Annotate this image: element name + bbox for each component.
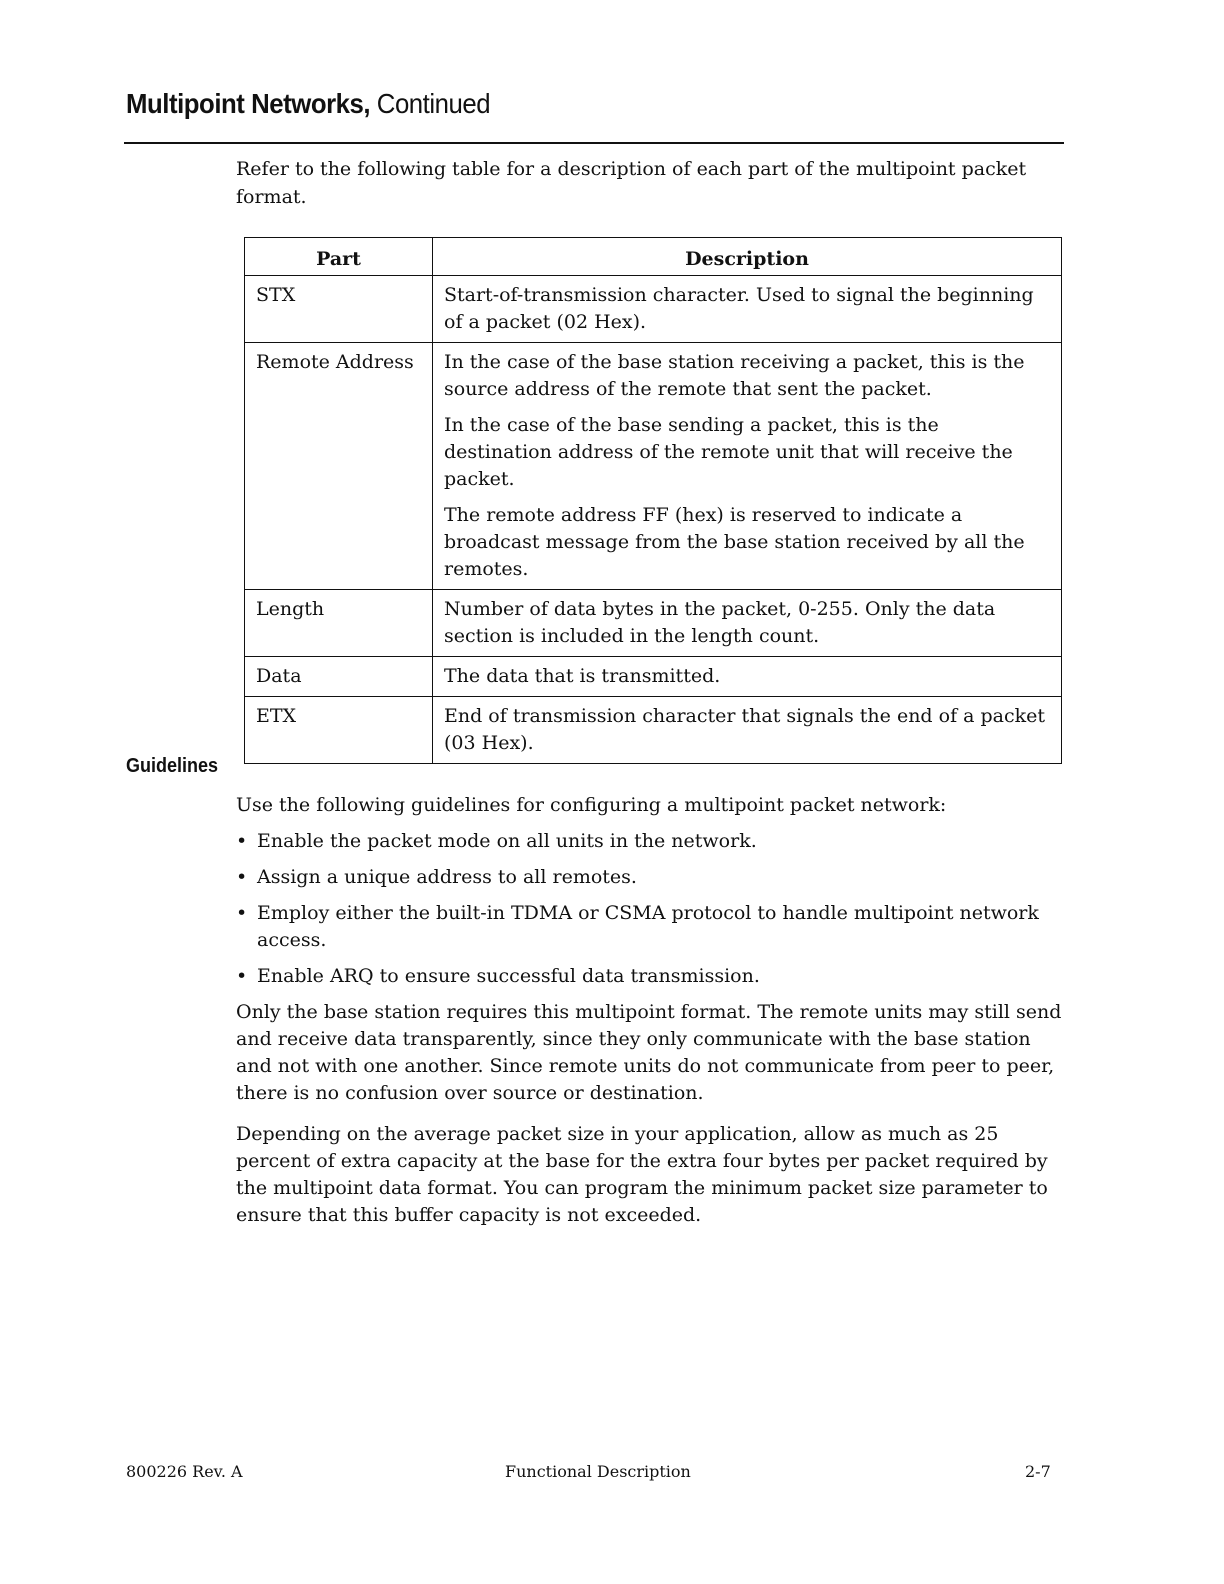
description-text: The remote address FF (hex) is reserved to indicate a broadcast message from the base station received by all the remotes. bbox=[444, 504, 1025, 580]
list-item-text: Employ either the built-in TDMA or CSMA protocol to handle multipoint network access. bbox=[257, 902, 1039, 951]
description-text: In the case of the base sending a packet, this is the destination address of the remote unit that will receive the packet. bbox=[444, 414, 1013, 490]
list-item bbox=[236, 900, 1066, 954]
part-cell: Length bbox=[245, 590, 433, 657]
part-cell: ETX bbox=[245, 697, 433, 764]
table-row bbox=[245, 657, 1062, 697]
page-heading-main: Multipoint Networks, bbox=[126, 88, 371, 119]
bullet-icon: • bbox=[236, 965, 248, 987]
description-cell bbox=[433, 590, 1062, 657]
guidelines-heading: Guidelines bbox=[126, 755, 219, 777]
column-header-description: Description bbox=[433, 238, 1062, 276]
description-text: The data that is transmitted. bbox=[444, 665, 721, 687]
part-cell: STX bbox=[245, 276, 433, 343]
packet-format-table bbox=[244, 237, 1062, 764]
heading-rule bbox=[124, 142, 1064, 144]
table-row bbox=[245, 697, 1062, 764]
description-text: Start-of-transmission character. Used to signal the beginning of a packet (02 Hex). bbox=[444, 284, 1034, 333]
bullet-icon: • bbox=[236, 866, 248, 888]
intro-paragraph: Refer to the following table for a description of each part of the multipoint packet format. bbox=[236, 158, 1027, 208]
page-heading bbox=[126, 88, 490, 120]
description-cell bbox=[433, 657, 1062, 697]
table-row bbox=[245, 590, 1062, 657]
part-cell: Data bbox=[245, 657, 433, 697]
guidelines-list bbox=[236, 828, 1066, 990]
list-item bbox=[236, 864, 1066, 891]
list-item-text: Assign a unique address to all remotes. bbox=[257, 866, 637, 888]
list-item-text: Enable the packet mode on all units in the network. bbox=[257, 830, 757, 852]
table-row bbox=[245, 276, 1062, 343]
footer-section-title: Functional Description bbox=[505, 1462, 691, 1481]
list-item-text: Enable ARQ to ensure successful data transmission. bbox=[257, 965, 760, 987]
page-heading-continued: Continued bbox=[370, 88, 491, 119]
bullet-icon: • bbox=[236, 830, 248, 852]
footer-document-number: 800226 Rev. A bbox=[126, 1462, 243, 1481]
footer-page-number: 2-7 bbox=[1025, 1462, 1051, 1481]
description-text: In the case of the base station receiving a packet, this is the source address of the remote that sent the packet. bbox=[444, 351, 1025, 400]
list-item bbox=[236, 828, 1066, 855]
description-text: End of transmission character that signals the end of a packet (03 Hex). bbox=[444, 705, 1046, 754]
description-cell bbox=[433, 343, 1062, 590]
body-paragraph: Only the base station requires this multipoint format. The remote units may still send and receive data transparently, since they only communicate with the base station and not with one another. Since remote units do not communicate from peer to peer, there is no confusion over source or destination. bbox=[236, 1001, 1062, 1104]
body-paragraph: Depending on the average packet size in your application, allow as much as 25 percent of extra capacity at the base for the extra four bytes per packet required by the multipoint data format. You can program the minimum packet size parameter to ensure that this buffer capacity is not exceeded. bbox=[236, 1123, 1048, 1226]
part-cell: Remote Address bbox=[245, 343, 433, 590]
list-item bbox=[236, 963, 1066, 990]
bullet-icon: • bbox=[236, 902, 248, 924]
table-row bbox=[245, 343, 1062, 590]
table-header-row bbox=[245, 238, 1062, 276]
description-text: Number of data bytes in the packet, 0-255. Only the data section is included in the length count. bbox=[444, 598, 996, 647]
guidelines-lead: Use the following guidelines for configuring a multipoint packet network: bbox=[236, 794, 947, 816]
description-cell bbox=[433, 276, 1062, 343]
column-header-part: Part bbox=[245, 238, 433, 276]
description-cell bbox=[433, 697, 1062, 764]
guidelines-body bbox=[236, 792, 1066, 1243]
